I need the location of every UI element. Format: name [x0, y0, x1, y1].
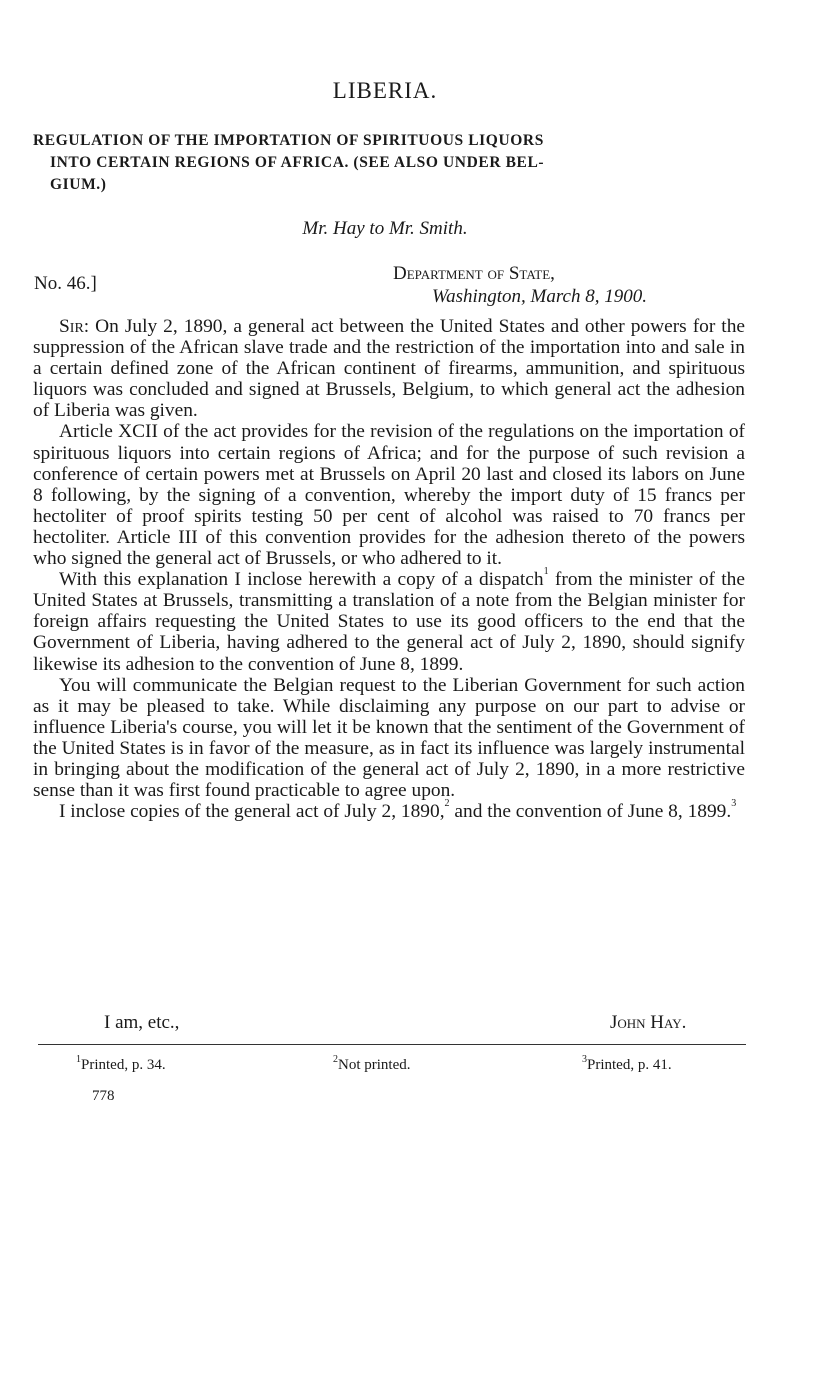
paragraph-3-text-a: With this explanation I inclose herewith a copy of a dispatch	[59, 569, 544, 591]
footnote-3	[582, 1054, 672, 1074]
subject-line-1: REGULATION OF THE IMPORTATION OF SPIRITUOUS LIQUORS	[33, 132, 544, 149]
letter-heading: Mr. Hay to Mr. Smith.	[302, 218, 468, 239]
subject-line-2: INTO CERTAIN REGIONS OF AFRICA. (SEE ALSO UNDER BEL-	[50, 154, 545, 171]
closing: I am, etc.,	[104, 1012, 180, 1033]
subject-heading	[33, 130, 748, 196]
footnote-3-text: Printed, p. 41.	[587, 1057, 672, 1073]
paragraph-3	[33, 566, 745, 675]
paragraph-4: You will communicate the Belgian request to the Liberian Government for such action as it may be pleased to take. While disclaiming any purpose on our part to advise or influence Liberia's course, you will let it be known that the sentiment of the Government of the United States is in favor of the measure, as in fact its influence was largely instrumental in bringing about the modification of the general act of July 2, 1890, in a more restrictive sense than it was first found practicable to agree upon.	[33, 674, 745, 802]
footnote-1	[76, 1054, 166, 1074]
document-number: No. 46.]	[34, 273, 97, 294]
department-line	[393, 263, 555, 285]
dateline: Washington, March 8, 1900.	[432, 286, 647, 307]
footnote-ref-1: 1	[543, 566, 549, 578]
page-number: 778	[92, 1088, 115, 1104]
footnote-1-mark: 1	[76, 1054, 81, 1065]
country-title: LIBERIA.	[332, 78, 438, 103]
paragraph-2: Article XCII of the act provides for the revision of the regulations on the importation of spirituous liquors into certain regions of Africa; and for the purpose of such revision a conference of certain powers met at Brussels on April 20 last and closed its labors on June 8 following, by the signing of a convention, whereby the import duty of 15 francs per hectoliter of proof spirits testing 50 per cent of alcohol was raised to 70 francs per hectoliter. Article III of this convention provides for the adhesion thereto of the powers who signed the general act of Brussels, or who adhered to it.	[33, 421, 745, 570]
paragraph-1-text: : On July 2, 1890, a general act between the United States and other powers for the suppression of the African slave trade and the restriction of the importation into and sale in a certain defined zone of the African continent of firearms, ammunition, and spirituous liquors was concluded and signed at Brussels, Belgium, to which general act the adhesion of Liberia was given.	[33, 316, 745, 422]
footnote-1-text: Printed, p. 34.	[81, 1057, 166, 1073]
department-name: Department of State,	[393, 263, 555, 284]
footnote-ref-2: 2	[444, 798, 450, 810]
footnote-2	[333, 1054, 411, 1074]
letter-body	[33, 316, 745, 822]
footnote-divider	[38, 1044, 746, 1045]
subject-line-3: GIUM.)	[50, 176, 107, 193]
footnote-ref-3: 3	[731, 798, 737, 810]
signature: John Hay.	[610, 1012, 687, 1033]
paragraph-5-text-b: and the convention of June 8, 1899.	[449, 801, 732, 823]
salutation: Sir	[59, 316, 84, 337]
paragraph-5	[33, 798, 745, 823]
footnote-2-mark: 2	[333, 1054, 338, 1065]
paragraph-1	[33, 316, 745, 421]
paragraph-3-text-b: from the minister of the United States at Brussels, transmitting a translation of a note from the Belgian minister for foreign affairs requesting the United States to use its good officers to the end that the Government of Liberia, having adhered to the general act of July 2, 1890, should signify likewise its adhesion to the convention of June 8, 1899.	[33, 569, 745, 675]
paragraph-5-text-a: I inclose copies of the general act of July 2, 1890,	[59, 801, 445, 823]
footnote-3-mark: 3	[582, 1054, 587, 1065]
footnote-2-text: Not printed.	[338, 1057, 411, 1073]
